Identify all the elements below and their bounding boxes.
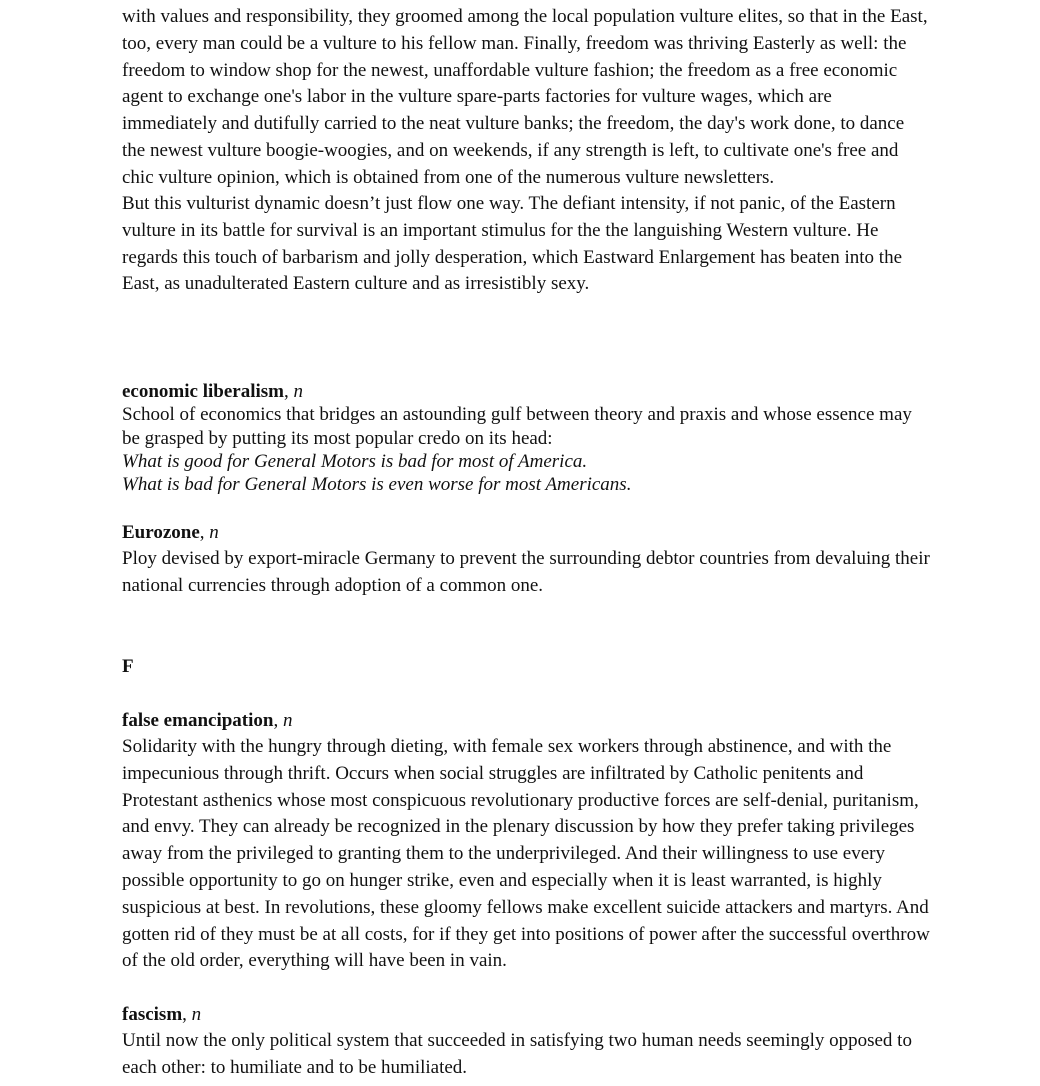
entry-definition	[122, 403, 912, 496]
quote-line: What is good for General Motors is bad for most of America.	[122, 450, 588, 472]
text-line: with values and responsibility, they groomed among the local population vulture elites, so that in the East,	[122, 6, 928, 27]
entry-false-emancipation	[122, 708, 930, 975]
entry-definition	[122, 1028, 912, 1082]
text-line: chic vulture opinion, which is obtained from one of the numerous vulture newsletters.	[122, 166, 775, 188]
text-line: But this vulturist dynamic doesn’t just flow one way. The defiant intensity, if not panic, of the Eastern	[122, 193, 896, 214]
entry-heading	[122, 380, 912, 403]
text-line: Ploy devised by export-miracle Germany to prevent the surrounding debtor countries from devaluing their	[122, 548, 930, 569]
section-letter: F	[122, 656, 134, 677]
text-line: the newest vulture boogie-woogies, and on weekends, if any strength is left, to cultivate one's free and	[122, 139, 899, 161]
text-line: freedom to window shop for the newest, unaffordable vulture fashion; the freedom as a free economic	[122, 59, 898, 81]
entry-definition	[122, 546, 930, 600]
text-line: impecunious through thrift. Occurs when social struggles are infiltrated by Catholic penitents and	[122, 762, 864, 784]
entry-eurozone	[122, 520, 930, 600]
entry-term: false emancipation	[122, 710, 274, 731]
text-line: too, every man could be a vulture to his fellow man. Finally, freedom was thriving Easterly as well: the	[122, 32, 907, 54]
text-line: possible opportunity to go on hunger strike, even and especially when it is least warranted, is highly	[122, 869, 882, 891]
text-line: and envy. They can already be recognized in the plenary discussion by how they prefer taking privileges	[122, 816, 915, 838]
text-line: Until now the only political system that succeeded in satisfying two human needs seemingly opposed to	[122, 1030, 912, 1051]
text-line: vulture in its battle for survival is an important stimulus for the the languishing Western vulture. He	[122, 219, 879, 241]
part-of-speech: n	[282, 710, 293, 731]
text-line: of the old order, everything will have been in vain.	[122, 950, 507, 972]
intro-paragraph-1	[122, 4, 928, 192]
text-line: Solidarity with the hungry through dieting, with female sex workers through abstinence, and with the	[122, 736, 892, 757]
entry-definition	[122, 734, 930, 975]
text-line: national currencies through adoption of a common one.	[122, 574, 544, 596]
entry-fascism	[122, 1002, 912, 1082]
entry-term: Eurozone	[122, 522, 200, 543]
text-line: School of economics that bridges an astounding gulf between theory and praxis and whose essence may	[122, 404, 912, 426]
text-line: each other: to humiliate and to be humiliated.	[122, 1056, 468, 1078]
entry-separator: ,	[199, 522, 210, 543]
part-of-speech: n	[191, 1004, 202, 1025]
entry-term: economic liberalism	[122, 381, 284, 402]
entry-separator: ,	[273, 710, 283, 731]
text-line: suspicious at best. In revolutions, these gloomy fellows make excellent suicide attackers and martyrs. And	[122, 896, 929, 918]
entry-term: fascism	[122, 1004, 183, 1025]
text-line: be grasped by putting its most popular credo on its head:	[122, 427, 553, 449]
text-line: Protestant asthenics whose most conspicuous revolutionary productive forces are self-denial, puritanism,	[122, 789, 919, 811]
text-line: East, as unadulterated Eastern culture and as irresistibly sexy.	[122, 273, 590, 295]
text-line: immediately and dutifully carried to the neat vulture banks; the freedom, the day's work done, to dance	[122, 113, 905, 135]
entry-heading	[122, 708, 930, 734]
entry-heading	[122, 520, 930, 546]
text-line: away from the privileged to granting them to the underprivileged. And their willingness to use every	[122, 843, 885, 865]
entry-separator: ,	[182, 1004, 192, 1025]
part-of-speech: n	[293, 381, 303, 402]
text-line: gotten rid of they must be at all costs, for if they get into positions of power after the successful overthrow	[122, 923, 930, 945]
entry-heading	[122, 1002, 912, 1028]
entry-separator: ,	[284, 381, 294, 402]
entry-economic-liberalism	[122, 380, 912, 496]
part-of-speech: n	[209, 522, 219, 543]
text-line: regards this touch of barbarism and jolly desperation, which Eastward Enlargement has beaten into the	[122, 246, 903, 268]
text-line: agent to exchange one's labor in the vulture spare-parts factories for vulture wages, which are	[122, 86, 832, 108]
quote-line: What is bad for General Motors is even worse for most Americans.	[122, 474, 632, 496]
intro-paragraph-2	[122, 191, 902, 298]
